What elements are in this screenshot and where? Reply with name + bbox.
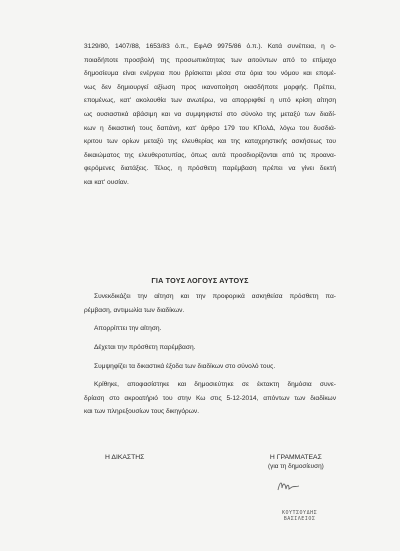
decision-published	[84, 378, 336, 419]
decision-line: και των πληρεξουσίων τους δικηγόρων.	[84, 408, 200, 416]
body-line: δημοσίευμα είναι ενέργεια που βρίσκεται μέσα στα όρια του νόμου και επομέ-	[84, 70, 336, 78]
secretary-note: (για τη δημοσίευση)	[268, 463, 324, 470]
name-stamp	[282, 510, 317, 522]
decision-line: δρίαση στο ακροατήριό του στην Κω στις 5-12-2014, απόντων των διαδίκων	[84, 394, 336, 402]
body-line: δικαιώματος της ελευθεροτυπίας, όπως αυτά προσδιορίζονται από τις προανα-	[84, 151, 336, 159]
decision-line: ρέμβαση, αντιμωλία των διαδίκων.	[84, 306, 185, 314]
decision-costs: Συμψηφίζει τα δικαστικά έξοδα των διαδίκων στο σύνολό τους.	[94, 363, 276, 370]
body-line: και κατ' ουσίαν.	[84, 178, 129, 186]
decision-line: Κρίθηκε, αποφασίστηκε και δημοσιεύτηκε σε έκτακτη δημόσια συνε-	[94, 381, 336, 388]
secretary-label: Η ΓΡΑΜΜΑΤΕΑΣ	[269, 454, 322, 461]
decision-accept: Δέχεται την πρόσθετη παρέμβαση.	[94, 344, 196, 351]
body-line: 3129/80, 1407/88, 1653/83 ό.π., ΕφΑΘ 9975/86 ό.π.). Κατά συνέπεια, η ο-	[84, 43, 336, 50]
secretary-signature-block	[268, 454, 324, 470]
judge-signature-label: Η ΔΙΚΑΣΤΗΣ	[105, 454, 145, 461]
body-line: επομένως, κατ' ακολουθία των ανωτέρω, να απορριφθεί η υπό κρίση αίτηση	[84, 97, 336, 105]
body-paragraph	[84, 40, 336, 190]
body-line: ποιαδήποτε προσβολή της προσωπικότητας των αιτούντων από το επίμαχο	[84, 56, 336, 64]
section-heading: ΓΙΑ ΤΟΥΣ ΛΟΓΟΥΣ ΑΥΤΟΥΣ	[151, 276, 249, 285]
body-line: φερόμενες διατάξεις. Τέλος, η πρόσθετη παρέμβαση πρέπει να γίνει δεκτή	[84, 165, 336, 173]
body-line: κριτου των ορίων μεταξύ της ελευθερίας και της καταχρηστικής ασκήσεως του	[84, 138, 336, 146]
decision-paragraph	[84, 290, 336, 317]
body-line: ως ουσιαστικά αβάσιμη και να συμψηφιστεί στο σύνολο της μεταξύ των διαδί-	[84, 110, 336, 118]
stamp-line: ΒΑΣΙΛΕΙΟΣ	[283, 516, 316, 522]
body-line: κων η δικαστική τους δαπάνη, κατ' άρθρο 179 του ΚΠολΔ, λόγω του δυσδιά-	[84, 124, 336, 132]
body-line: νως δεν δημιουργεί αξίωση προς ικανοποίηση οιασδήποτε μορφής. Πρέπει,	[84, 83, 336, 91]
handwritten-signature-icon	[276, 478, 302, 494]
stamp-line: ΚΟΥΤΣΟΥΔΗΣ	[282, 510, 318, 516]
decision-line: Συνεκδικάζει την αίτηση και την προφορικά ασκηθείσα πρόσθετη πα-	[94, 293, 336, 300]
decision-reject: Απορρίπτει την αίτηση.	[94, 325, 162, 332]
